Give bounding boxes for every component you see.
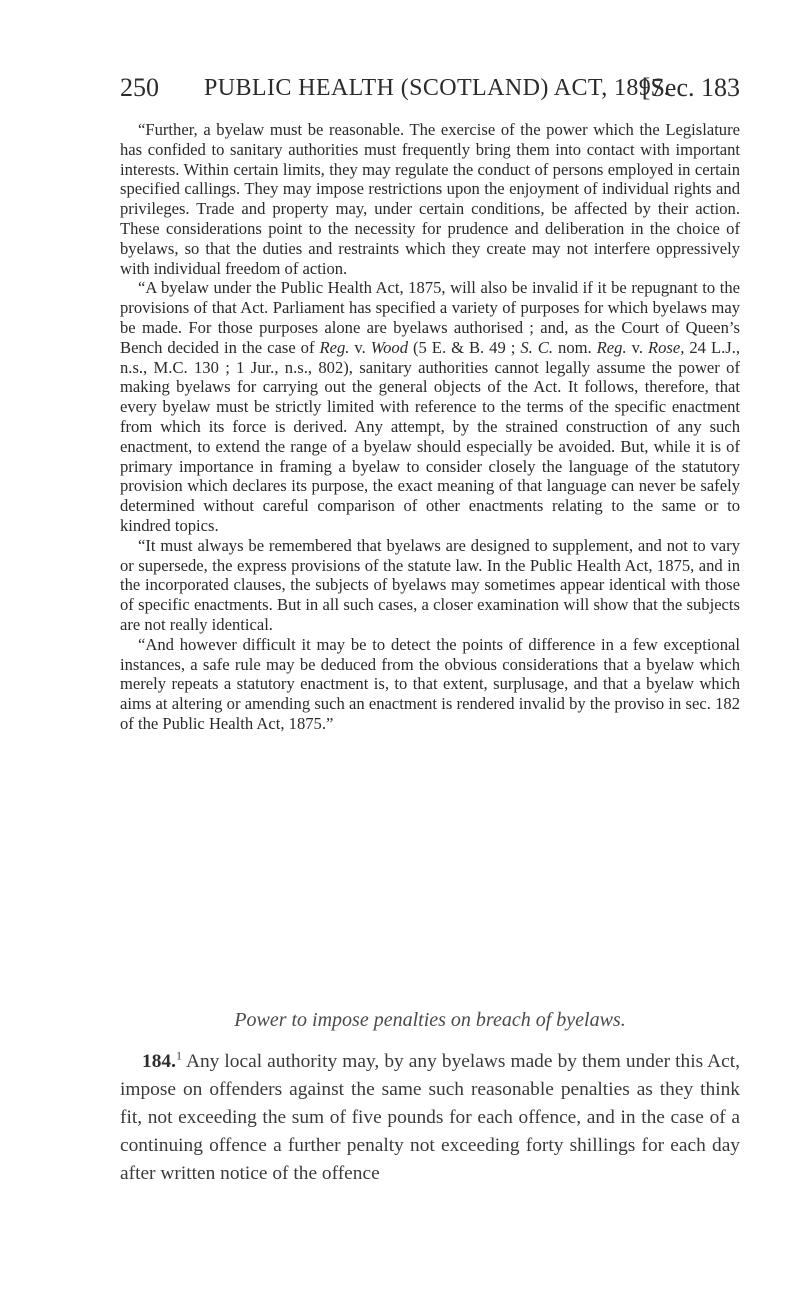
- case-citation: Reg.: [596, 337, 627, 357]
- quoted-commentary: [120, 120, 740, 734]
- statute-paragraph: [120, 1048, 740, 1188]
- quote-paragraph-2: [120, 278, 740, 535]
- quote-paragraph-2-text: 24 L.J., n.s., M.C. 130 ; 1 Jur., n.s., 802), sanitary authorities cannot legally assume the power of making byelaws for carrying out the general objects of the Act. It follows, therefore, that every byelaw must be strictly limited with reference to the terms of the specific enactment from which its force is derived. Any attempt, by the strained construction of any such enactment, to extend the range of a byelaw should especially be avoided. But, while it is of primary importance in framing a byelaw to consider closely the language of the statutory provision which declares its purpose, the exact meaning of that language can never be safely determined without careful comparison of other enactments relating to the same or to kindred topics.: [120, 337, 741, 535]
- running-title: PUBLIC HEALTH (SCOTLAND) ACT, 1897.: [204, 75, 671, 101]
- quote-paragraph-1: “Further, a byelaw must be reasonable. The exercise of the power which the Legislature has confided to sanitary authorities must frequently bring them into contact with important interests. Within certain limits, they may regulate the conduct of persons employed in certain specified callings. They may impose restrictions upon the enjoyment of individual rights and privileges. Trade and property may, under certain conditions, be affected by their action. These considerations point to the necessity for prudence and deliberation in the choice of byelaws, so that the duties and restraints which they create may not interfere oppressively with individual freedom of action.: [120, 120, 740, 278]
- page-number: 250: [120, 73, 159, 102]
- section-number: 184.: [142, 1051, 176, 1072]
- footnote-marker: 1: [175, 1048, 182, 1063]
- case-citation: S. C.: [520, 337, 554, 357]
- quote-paragraph-2-text: v.: [626, 337, 648, 357]
- page-header: [120, 66, 740, 110]
- case-citation: Wood: [370, 337, 408, 357]
- section-subheading: Power to impose penalties on breach of byelaws.: [234, 1009, 626, 1031]
- quote-paragraph-2-text: v.: [349, 337, 371, 357]
- quote-paragraph-2-text: “A byelaw under the Public Health Act, 1875, will also be invalid if it be repugnant to the provisions of that Act. Parliament has specified a variety of purposes for which byelaws may be made. For those purposes alone are byelaws authorised ; and, as the Court of Queen’s Bench decided in the case of: [120, 278, 740, 357]
- statute-text: Any local authority may, by any byelaws made by them under this Act, impose on offenders against the same such reasonable penalties as they think fit, not exceeding the sum of five pounds for each offence, and in the case of a continuing offence a further penalty not exceeding forty shillings for each day after written notice of the offence: [120, 1051, 740, 1184]
- quote-paragraph-2-text: nom.: [553, 337, 597, 357]
- case-citation: Reg.: [319, 337, 350, 357]
- section-reference: [Sec. 183: [641, 73, 740, 102]
- case-citation: Rose,: [647, 337, 685, 357]
- statute-section: [120, 1048, 740, 1188]
- quote-paragraph-4: “And however difficult it may be to detect the points of difference in a few exceptional instances, a safe rule may be deduced from the obvious considerations that a byelaw which merely repeats a statutory enactment is, to that extent, surplusage, and that a byelaw which aims at altering or amending such an enactment is rendered invalid by the proviso in sec. 182 of the Public Health Act, 1875.”: [120, 634, 740, 733]
- quote-paragraph-3: “It must always be remembered that byelaws are designed to supplement, and not to vary or supersede, the express provisions of the statute law. In the Public Health Act, 1875, and in the incorporated clauses, the subjects of byelaws may sometimes appear identical with those of specific enactments. But in all such cases, a closer examination will show that the subjects are not really identical.: [120, 535, 740, 634]
- quote-paragraph-2-text: (5 E. & B. 49 ;: [408, 337, 521, 357]
